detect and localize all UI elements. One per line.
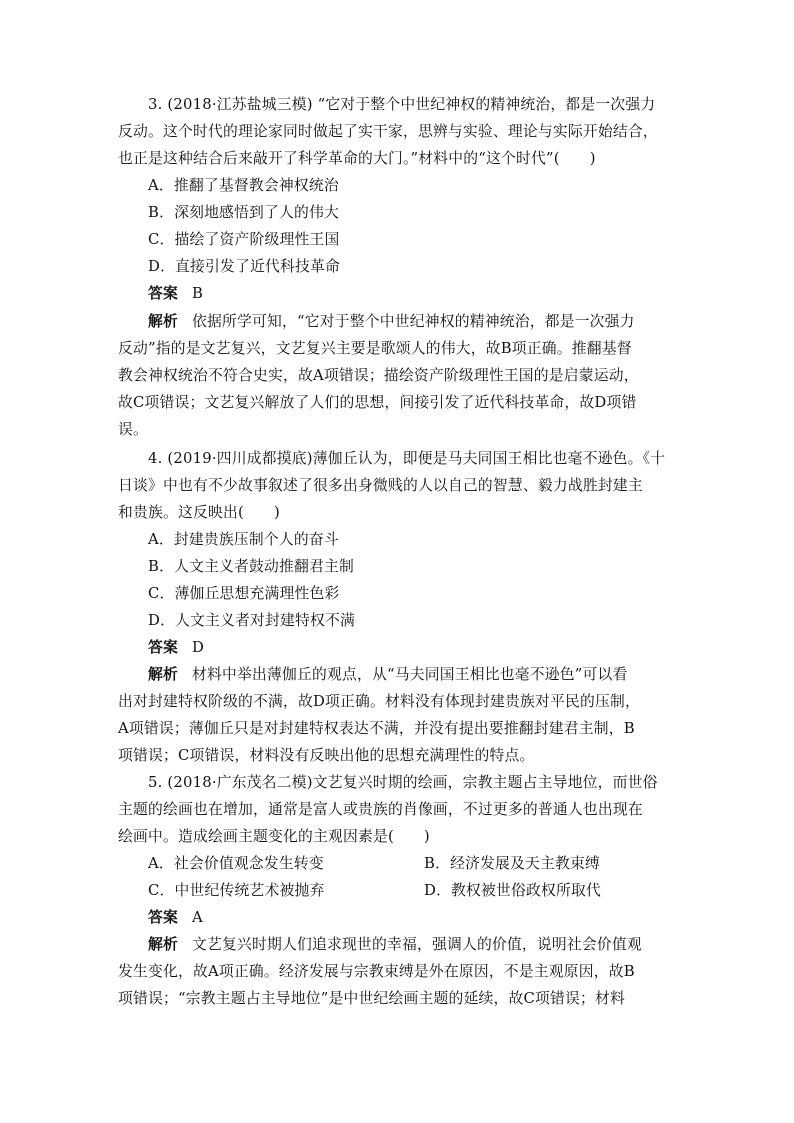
- q4-option-a: A．封建贵族压制个人的奋斗: [148, 531, 339, 548]
- q3-explain-label: 解析: [148, 313, 178, 330]
- q3-answer-label: 答案: [148, 285, 178, 302]
- q5-explain-line-3: 项错误；“宗教主题占主导地位”是中世纪绘画主题的延续，故C项错误；材料: [118, 990, 625, 1007]
- q4-stem-line-3: 和贵族。这反映出( ): [118, 504, 280, 521]
- q4-explain-line-2: 出对封建特权阶级的不满，故D项正确。材料没有体现封建贵族对平民的压制，: [118, 693, 640, 710]
- q5-explain-line-2: 发生变化，故A项正确。经济发展与宗教束缚是外在原因，不是主观原因，故B: [118, 963, 635, 980]
- q3-stem-line-3: 也正是这种结合后来敲开了科学革命的大门。”材料中的“这个时代”( ): [118, 150, 596, 167]
- q5-stem-line-1: 5. (2018·广东茂名二模)文艺复兴时期的绘画，宗教主题占主导地位，而世俗: [148, 774, 658, 791]
- q3-option-c: C．描绘了资产阶级理性王国: [148, 231, 340, 248]
- q5-stem-line-3: 绘画中。造成绘画主题变化的主观因素是( ): [118, 828, 430, 845]
- q3-explain-line-3: 教会神权统治不符合史实，故A项错误；描绘资产阶级理性王国的是启蒙运动，: [118, 367, 639, 384]
- q4-explain-line-3: A项错误；薄伽丘只是对封建特权表达不满，并没有提出要推翻封建君主制，B: [118, 720, 635, 737]
- q5-option-b: B．经济发展及天主教束缚: [424, 855, 601, 872]
- q5-options-row-1: [148, 854, 708, 874]
- q5-answer: [148, 908, 708, 928]
- q3-option-d: D．直接引发了近代科技革命: [148, 258, 341, 275]
- q4-answer: [148, 638, 708, 658]
- q5-answer-label: 答案: [148, 909, 178, 926]
- q3-answer-value: B: [192, 285, 204, 302]
- q4-option-b: B．人文主义者鼓动推翻君主制: [148, 558, 355, 575]
- q5-explain-label: 解析: [148, 936, 178, 953]
- q3-explain-line-2: 反动”指的是文艺复兴，文艺复兴主要是歌颂人的伟大，故B项正确。推翻基督: [118, 340, 632, 357]
- q3-stem-line-2: 反动。这个时代的理论家同时做起了实干家，思辨与实验、理论与实际开始结合，: [118, 123, 658, 140]
- q4-stem-line-2: 日谈》中也有不少故事叙述了很多出身微贱的人以自己的智慧、毅力战胜封建主: [118, 477, 643, 494]
- q4-option-d: D．人文主义者对封建特权不满: [148, 612, 356, 629]
- q5-explain-text-1: 文艺复兴时期人们追求现世的幸福，强调人的价值，说明社会价值观: [192, 936, 642, 953]
- q5-explain-line-1: [148, 935, 708, 955]
- q3-explain-line-5: 误。: [118, 421, 148, 438]
- q5-answer-value: A: [192, 909, 203, 926]
- q3-stem-line-1: 3. (2018·江苏盐城三模) “它对于整个中世纪神权的精神统治，都是一次强力: [148, 96, 656, 113]
- q5-stem-line-2: 主题的绘画也在增加，通常是富人或贵族的肖像画，不过更多的普通人也出现在: [118, 801, 643, 818]
- q4-answer-value: D: [192, 639, 205, 656]
- q4-stem-line-1: 4. (2019·四川成都摸底)薄伽丘认为，即便是马夫同国王相比也毫不逊色。《十: [148, 450, 666, 467]
- q3-option-b: B．深刻地感悟到了人的伟大: [148, 204, 340, 221]
- q4-answer-label: 答案: [148, 639, 178, 656]
- q5-option-d: D．教权被世俗政权所取代: [424, 882, 602, 899]
- q5-options-row-2: [148, 881, 708, 901]
- q4-explain-line-4: 项错误；C项错误，材料没有反映出他的思想充满理性的特点。: [118, 747, 535, 764]
- q3-explain-text-1: 依据所学可知，“它对于整个中世纪神权的精神统治，都是一次强力: [192, 313, 635, 330]
- q5-option-a: A．社会价值观念发生转变: [148, 855, 324, 872]
- q3-explain-line-1: [148, 312, 708, 332]
- q4-explain-line-1: [148, 665, 708, 685]
- q4-option-c: C．薄伽丘思想充满理性色彩: [148, 585, 340, 602]
- q3-explain-line-4: 故C项错误；文艺复兴解放了人们的思想，间接引发了近代科技革命，故D项错: [118, 394, 637, 411]
- q3-answer: [148, 284, 708, 304]
- q4-explain-text-1: 材料中举出薄伽丘的观点，从“马夫同国王相比也毫不逊色”可以看: [192, 666, 628, 683]
- q4-explain-label: 解析: [148, 666, 178, 683]
- q3-option-a: A．推翻了基督教会神权统治: [148, 177, 339, 194]
- q5-option-c: C．中世纪传统艺术被抛弃: [148, 882, 325, 899]
